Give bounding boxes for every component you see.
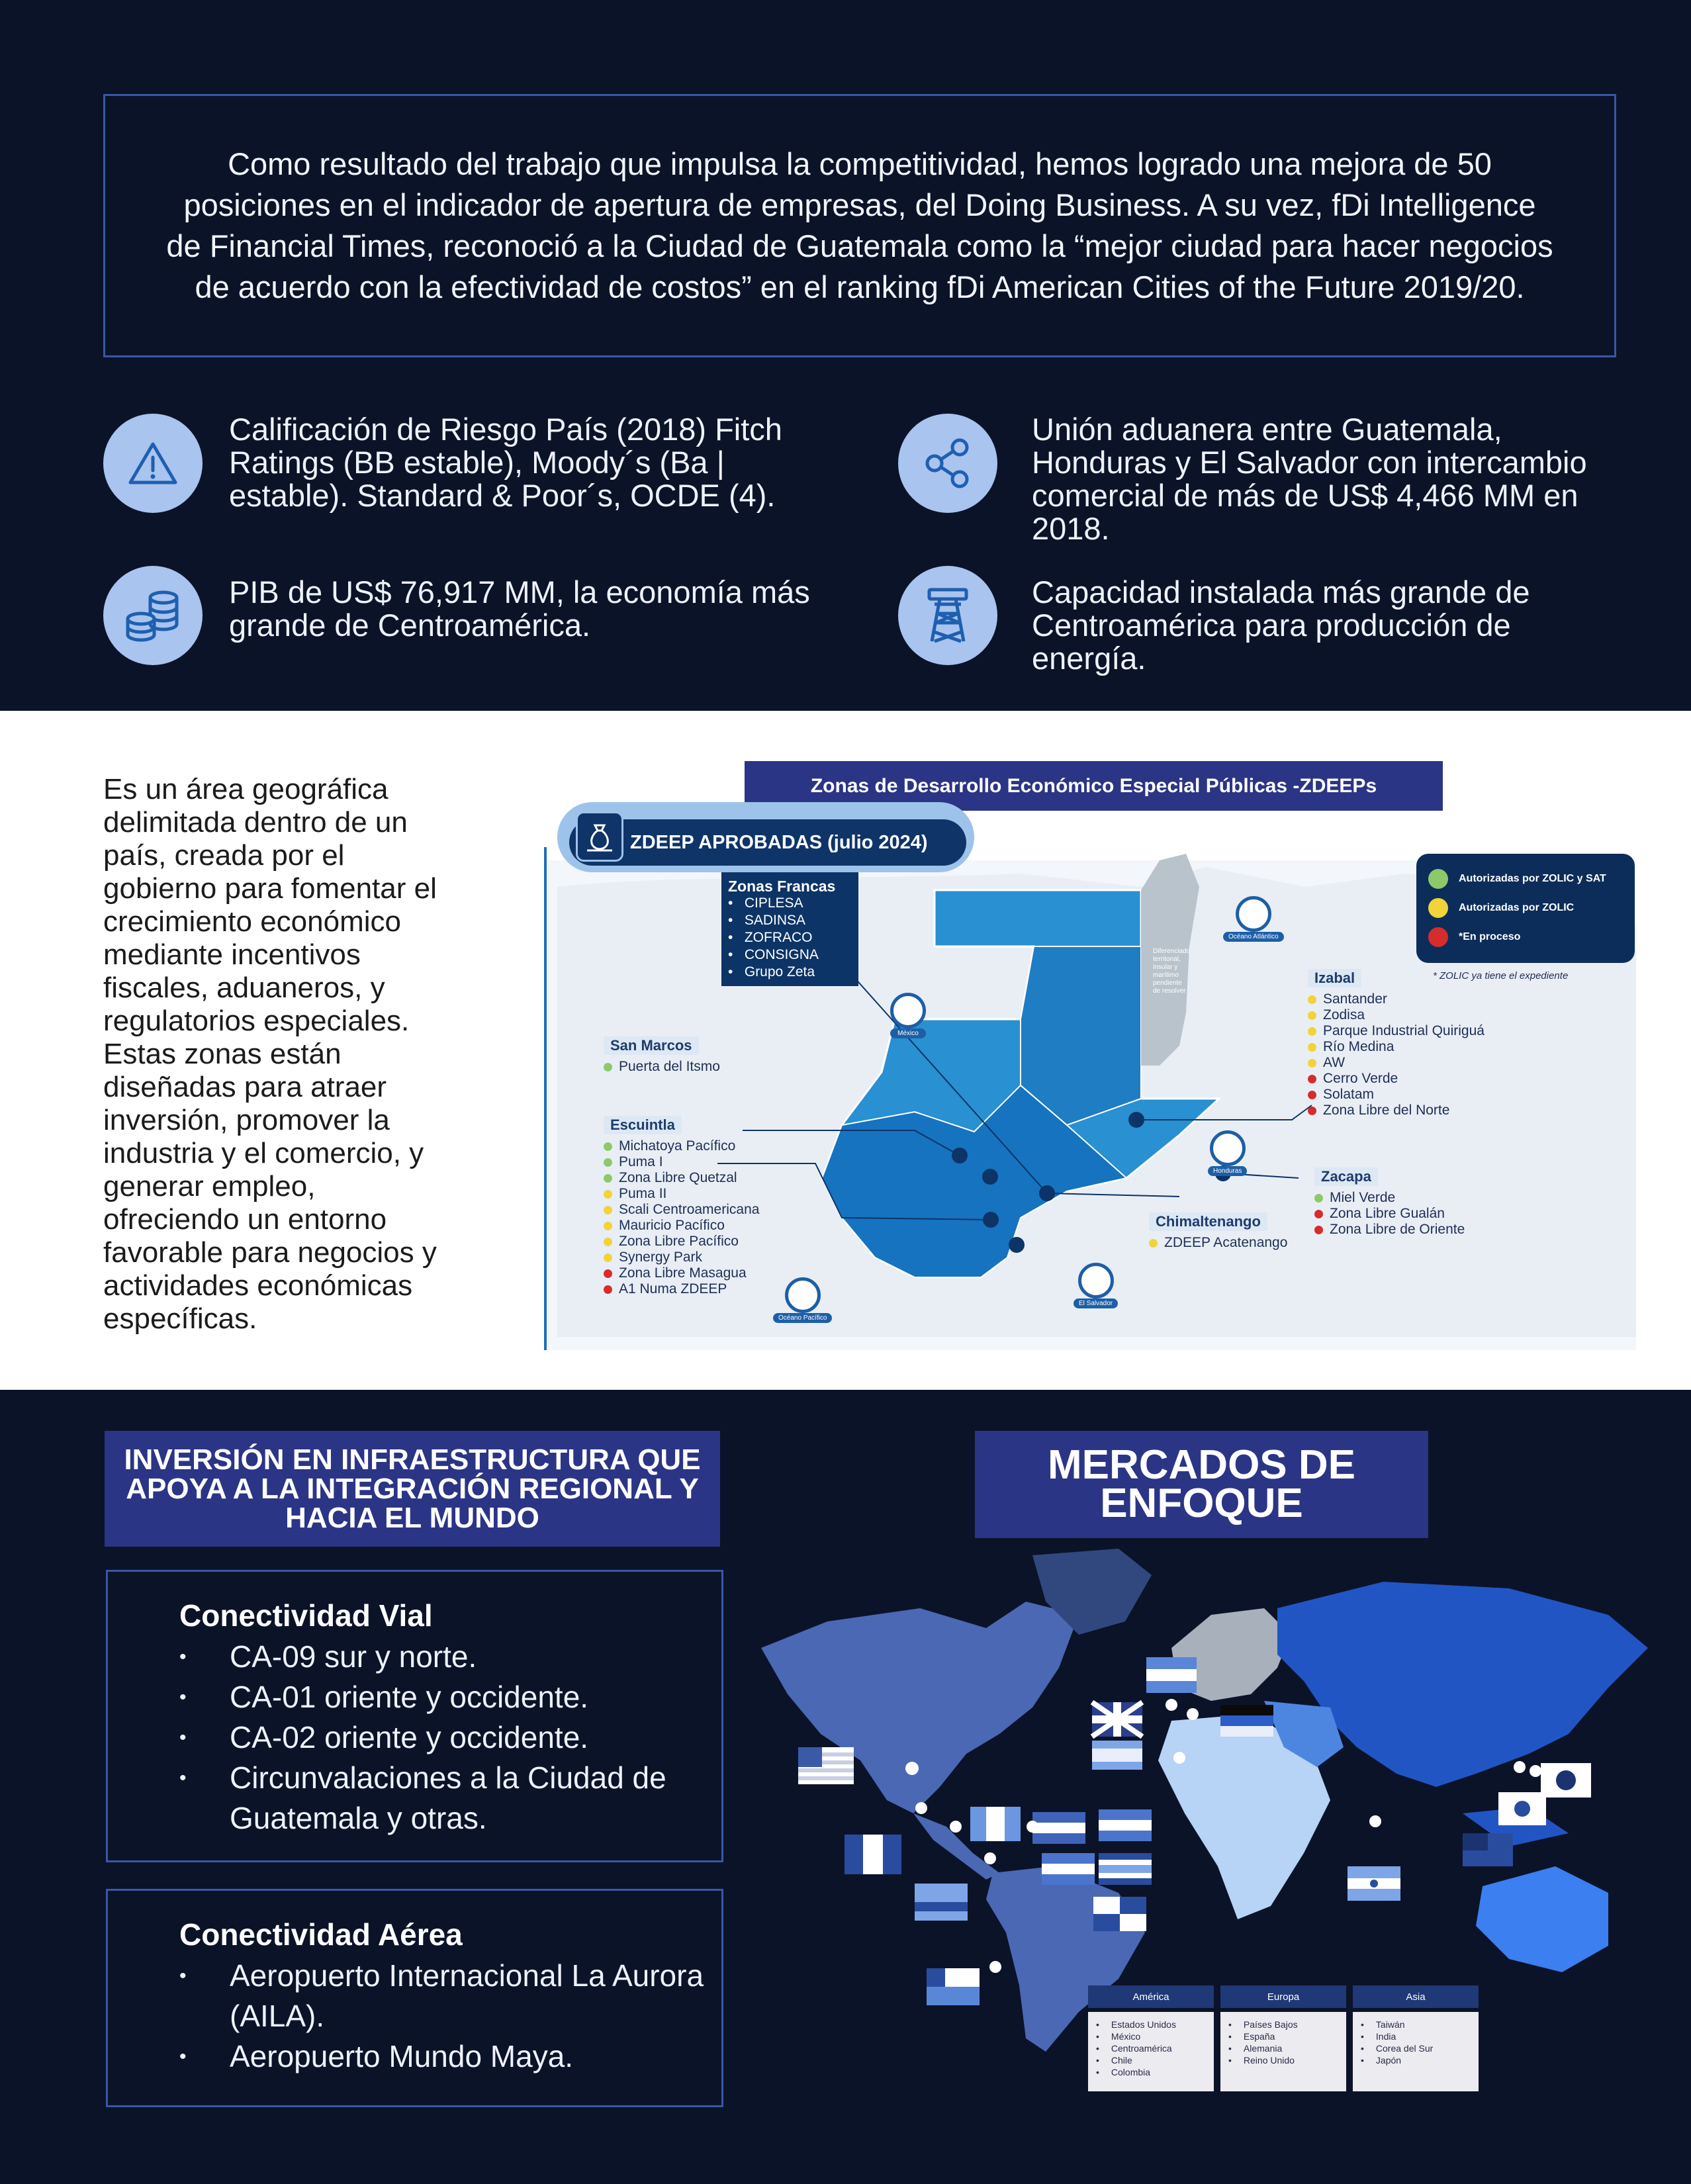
- flag-guatemala-icon: [970, 1807, 1021, 1841]
- conectividad-item: [179, 1677, 721, 1717]
- stat-energy-capacity: Capacidad instalada más grande de Centroamérica para producción de energía.: [1032, 574, 1530, 676]
- region-san-marcos: [604, 1036, 720, 1075]
- zonas-francas-box: [721, 872, 858, 986]
- market-column-america: [1088, 1985, 1214, 2091]
- zone-name: Cerro Verde: [1323, 1071, 1398, 1086]
- zone-name: Zodisa: [1323, 1007, 1365, 1023]
- flag-el-salvador-icon: [1032, 1812, 1085, 1844]
- zone-item: [1308, 1023, 1485, 1039]
- conectividad-item-text: CA-09 sur y norte.: [230, 1639, 477, 1674]
- status-dot: [604, 1190, 612, 1199]
- zone-name: Santander: [1323, 991, 1387, 1007]
- zone-item: [604, 1218, 759, 1234]
- conectividad-item: [179, 2036, 721, 2077]
- flag-uk-icon: [1092, 1702, 1142, 1737]
- conectividad-aerea-box: [106, 1889, 723, 2107]
- zone-name: Michatoya Pacífico: [619, 1138, 736, 1154]
- flag-korea-icon: [1498, 1792, 1546, 1825]
- bullet: •: [179, 2046, 187, 2068]
- zone-name: Puma II: [619, 1186, 667, 1201]
- region-title: Zacapa: [1314, 1167, 1378, 1186]
- zone-item: [1308, 1103, 1485, 1118]
- belize-label: Diferenciado territorial, insular y marítimo pendiente de resolver: [1153, 948, 1191, 995]
- market-column-list: [1220, 2012, 1346, 2091]
- conectividad-item: [179, 1956, 721, 2036]
- warning-triangle-icon: [103, 414, 203, 513]
- zone-item: [604, 1202, 759, 1218]
- conectividad-item: [179, 1758, 721, 1839]
- status-dot: [1314, 1194, 1323, 1203]
- market-column-asia: [1353, 1985, 1479, 2091]
- market-column-title: Europa: [1220, 1985, 1346, 2008]
- zone-item: [604, 1138, 759, 1154]
- market-column-title: América: [1088, 1985, 1214, 2008]
- zone-name: ZDEEP Acatenango: [1164, 1235, 1288, 1250]
- zone-item: [604, 1186, 759, 1202]
- bullet: •: [179, 1767, 187, 1789]
- oceano-pacifico-pin: Océano Pacífico: [773, 1277, 832, 1323]
- region-title: Chimaltenango: [1149, 1212, 1267, 1231]
- zone-item: [1149, 1235, 1287, 1251]
- conectividad-item-text: Aeropuerto Mundo Maya.: [230, 2039, 574, 2073]
- legend-label: *En proceso: [1459, 931, 1521, 942]
- market-item: • Corea del Sur: [1361, 2042, 1471, 2054]
- flag-honduras-icon: [1099, 1809, 1152, 1841]
- zone-name: Zona Libre Gualán: [1330, 1206, 1445, 1221]
- zone-name: Zona Libre de Oriente: [1330, 1222, 1465, 1237]
- zone-name: Zona Libre del Norte: [1323, 1103, 1450, 1118]
- conectividad-item-text: Circunvalaciones a la Ciudad de Guatemala y otras.: [230, 1760, 666, 1835]
- flag-nicaragua-icon: [1042, 1853, 1095, 1885]
- zone-name: Río Medina: [1323, 1039, 1394, 1054]
- status-dot: [1308, 1075, 1316, 1083]
- status-dot: [604, 1222, 612, 1230]
- status-dot: [604, 1158, 612, 1167]
- status-dot: [604, 1174, 612, 1183]
- conectividad-item-text: CA-01 oriente y occidente.: [230, 1680, 589, 1714]
- zone-item: [604, 1265, 759, 1281]
- zona-franca-item: • SADINSA: [728, 913, 806, 928]
- zone-name: Zona Libre Pacífico: [619, 1234, 739, 1249]
- market-item: • India: [1361, 2030, 1471, 2042]
- bullet: •: [179, 1727, 187, 1749]
- status-dot: [604, 1238, 612, 1246]
- legend-dot-yellow: [1428, 898, 1448, 918]
- world-map: [748, 1535, 1661, 2052]
- region-escuintla: [604, 1116, 759, 1297]
- conectividad-item: [179, 1637, 721, 1677]
- asia-shape: [1277, 1582, 1648, 1787]
- conectividad-item-text: CA-02 oriente y occidente.: [230, 1720, 589, 1754]
- flag-chile-icon: [927, 1968, 980, 2005]
- region-zacapa: [1314, 1167, 1465, 1238]
- market-item: • Países Bajos: [1228, 2019, 1338, 2030]
- status-dot: [604, 1063, 612, 1071]
- legend-label: Autorizadas por ZOLIC: [1459, 902, 1575, 913]
- zone-item: [1314, 1206, 1465, 1222]
- mexico-pin: México: [890, 993, 926, 1038]
- zone-item: [1308, 991, 1485, 1007]
- flag-taiwan-icon: [1463, 1833, 1513, 1866]
- legend-dot-red: [1428, 927, 1448, 947]
- region-title: Izabal: [1308, 969, 1361, 987]
- el-salvador-pin: El Salvador: [1074, 1263, 1118, 1308]
- bullet: •: [179, 1646, 187, 1668]
- conectividad-vial-title: Conectividad Vial: [179, 1598, 433, 1633]
- zone-name: Mauricio Pacífico: [619, 1218, 725, 1233]
- status-dot: [1308, 1011, 1316, 1020]
- market-item: • Reino Unido: [1228, 2054, 1338, 2066]
- australia-shape: [1476, 1866, 1608, 1972]
- infra-title: INVERSIÓN EN INFRAESTRUCTURA QUE APOYA A LA INTEGRACIÓN REGIONAL Y HACIA EL MUNDO: [105, 1431, 720, 1547]
- zone-name: Scali Centroamericana: [619, 1202, 760, 1217]
- zdeep-badge: ZDEEP APROBADAS (julio 2024): [569, 819, 966, 866]
- market-item: • España: [1228, 2030, 1338, 2042]
- intro-text: Como resultado del trabajo que impulsa la competitividad, hemos logrado una mejora de 50 posiciones en el indicador de apertura de empresas, del Doing Business. A su vez, fDi Intelligence de Financial Times, reconoció a la Ciudad de Guatemala como la “mejor ciudad para hacer negocios de acuerdo con la efectividad de costos” en el ranking fDi American Cities of the Future 2019/20.: [166, 146, 1553, 304]
- status-dot: [1308, 1059, 1316, 1068]
- mercados-title: MERCADOS DE ENFOQUE: [975, 1431, 1428, 1538]
- status-dot: [1308, 1027, 1316, 1036]
- legend-note: * ZOLIC ya tiene el expediente: [1433, 970, 1569, 981]
- market-column-list: [1353, 2012, 1479, 2091]
- zone-item: [1308, 1007, 1485, 1023]
- conectividad-aerea-title: Conectividad Aérea: [179, 1917, 463, 1952]
- zone-item: [604, 1059, 720, 1075]
- conectividad-item: [179, 1717, 721, 1758]
- zone-item: [1308, 1087, 1485, 1103]
- zona-franca-item: • CONSIGNA: [728, 947, 819, 962]
- legend-dot-green: [1428, 869, 1448, 889]
- flag-mexico-icon: [845, 1835, 901, 1874]
- status-dot: [604, 1142, 612, 1151]
- zone-name: Puma I: [619, 1154, 663, 1169]
- flag-india-icon: [1348, 1866, 1400, 1901]
- zone-name: Zona Libre Quetzal: [619, 1170, 737, 1185]
- zone-item: [604, 1281, 759, 1297]
- region-title: San Marcos: [604, 1036, 699, 1055]
- flag-germany-icon: [1220, 1705, 1273, 1737]
- zdeep-map-title: Zonas de Desarrollo Económico Especial Públicas -ZDEEPs: [745, 761, 1443, 811]
- zone-item: [604, 1234, 759, 1250]
- market-item: • Alemania: [1228, 2042, 1338, 2054]
- stat-gdp: PIB de US$ 76,917 MM, la economía más grande de Centroamérica.: [229, 574, 810, 643]
- zone-item: [604, 1250, 759, 1265]
- zone-name: AW: [1323, 1055, 1346, 1070]
- zone-item: [604, 1170, 759, 1186]
- status-dot: [1314, 1210, 1323, 1218]
- flag-netherlands-icon: [1146, 1657, 1197, 1693]
- market-column-list: [1088, 2012, 1214, 2091]
- coins-icon: [103, 566, 203, 665]
- flag-costa-rica-icon: [1099, 1853, 1152, 1885]
- zone-name: Synergy Park: [619, 1250, 703, 1265]
- market-item: • Chile: [1096, 2054, 1206, 2066]
- legend-label: Autorizadas por ZOLIC y SAT: [1459, 873, 1606, 884]
- flag-colombia-icon: [915, 1884, 968, 1921]
- region-izabal: [1308, 969, 1485, 1118]
- zone-item: [1314, 1222, 1465, 1238]
- zona-franca-item: • Grupo Zeta: [728, 964, 815, 979]
- intro-box: [103, 94, 1616, 357]
- status-dot: [604, 1269, 612, 1278]
- zone-name: Zona Libre Masagua: [619, 1265, 747, 1281]
- flag-usa-icon: [798, 1747, 854, 1784]
- market-item: • Taiwán: [1361, 2019, 1471, 2030]
- status-dot: [1314, 1226, 1323, 1234]
- zone-name: Solatam: [1323, 1087, 1375, 1102]
- zone-name: A1 Numa ZDEEP: [619, 1281, 727, 1297]
- status-dot: [1308, 1091, 1316, 1099]
- honduras-pin: Honduras: [1208, 1130, 1247, 1176]
- zone-name: Miel Verde: [1330, 1190, 1396, 1205]
- status-dot: [604, 1253, 612, 1262]
- zona-franca-item: • CIPLESA: [728, 895, 803, 911]
- region-title: Escuintla: [604, 1116, 682, 1134]
- zona-franca-item: • ZOFRACO: [728, 930, 813, 945]
- region-chimaltenango: [1149, 1212, 1287, 1251]
- status-dot: [604, 1206, 612, 1214]
- bullet: •: [179, 1686, 187, 1708]
- flag-japan-icon: [1541, 1763, 1591, 1797]
- status-dot: [1308, 1043, 1316, 1052]
- market-column-europa: [1220, 1985, 1346, 2091]
- stat-risk-rating: Calificación de Riesgo País (2018) Fitch Ratings (BB estable), Moody´s (Ba | estable). Standard & Poor´s, OCDE (4).: [229, 412, 782, 513]
- power-tower-icon: [898, 566, 997, 665]
- zone-item: [1308, 1071, 1485, 1087]
- conectividad-item-text: Aeropuerto Internacional La Aurora (AILA).: [230, 1958, 704, 2033]
- zonas-francas-title: Zonas Francas: [728, 878, 836, 895]
- zona-description: Es un área geográfica delimitada dentro de un país, creada por el gobierno para fomentar el crecimiento económico mediante incentivos fiscales, aduaneros, y regulatorios especiales. Estas zonas están diseñadas para atraer inversión, promover la industria y el comercio, y generar empleo, ofreciendo un entorno favorable para negocios y actividades económicas específicas.: [103, 773, 437, 1335]
- zone-name: Parque Industrial Quiriguá: [1323, 1023, 1485, 1038]
- oceano-atlantico-pin: Océano Atlántico: [1223, 896, 1284, 942]
- zone-item: [604, 1154, 759, 1170]
- map-legend: [1416, 854, 1635, 963]
- zone-item: [1308, 1055, 1485, 1071]
- share-nodes-icon: [898, 414, 997, 513]
- market-item: • México: [1096, 2030, 1206, 2042]
- conectividad-vial-box: [106, 1570, 723, 1862]
- stat-customs-union: Unión aduanera entre Guatemala, Honduras y El Salvador con intercambio comercial de más de US$ 4,466 MM en 2018.: [1032, 412, 1587, 546]
- status-dot: [1149, 1239, 1158, 1248]
- status-dot: [1308, 995, 1316, 1004]
- flag-spain-icon: [1092, 1741, 1142, 1770]
- zone-item: [1314, 1190, 1465, 1206]
- money-bag-icon: [576, 811, 623, 862]
- market-item: • Centroamérica: [1096, 2042, 1206, 2054]
- status-dot: [1308, 1107, 1316, 1115]
- market-item: • Colombia: [1096, 2066, 1206, 2078]
- flag-panama-icon: [1093, 1897, 1146, 1931]
- conectividad-vial-list: [179, 1637, 721, 1839]
- market-column-title: Asia: [1353, 1985, 1479, 2008]
- market-item: • Estados Unidos: [1096, 2019, 1206, 2030]
- conectividad-aerea-list: [179, 1956, 721, 2077]
- market-item: • Japón: [1361, 2054, 1471, 2066]
- bullet: •: [179, 1965, 187, 1987]
- zone-name: Puerta del Itsmo: [619, 1059, 720, 1074]
- status-dot: [604, 1285, 612, 1294]
- zone-item: [1308, 1039, 1485, 1055]
